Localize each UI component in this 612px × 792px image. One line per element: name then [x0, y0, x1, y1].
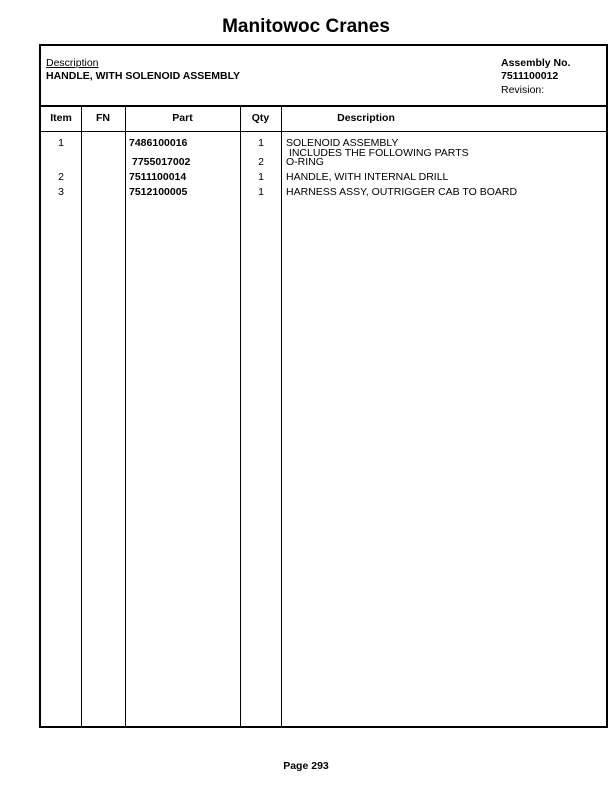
row-part-number: 7486100016 — [129, 137, 188, 149]
row-description: SOLENOID ASSEMBLY — [286, 137, 399, 149]
assembly-description: HANDLE, WITH SOLENOID ASSEMBLY — [46, 70, 241, 82]
document-title: Manitowoc Cranes — [222, 16, 390, 37]
column-divider — [125, 107, 126, 726]
column-divider — [81, 107, 82, 726]
row-part-number: 7512100005 — [129, 186, 188, 198]
column-header-fn: FN — [96, 112, 110, 124]
assembly-number: 7511100012 — [501, 70, 559, 82]
column-divider — [240, 107, 241, 726]
assembly-header — [41, 46, 606, 107]
row-description: O-RING — [286, 156, 324, 168]
column-divider — [281, 107, 282, 726]
row-part-number: 7511100014 — [129, 171, 187, 183]
description-label: Description — [46, 57, 99, 69]
row-description: HANDLE, WITH INTERNAL DRILL — [286, 171, 449, 183]
assembly-number-label: Assembly No. — [501, 57, 571, 69]
column-header-item: Item — [50, 112, 72, 124]
parts-list-frame — [39, 44, 608, 728]
row-qty: 1 — [258, 186, 264, 198]
page-number: Page 293 — [283, 760, 329, 772]
row-description: HARNESS ASSY, OUTRIGGER CAB TO BOARD — [286, 186, 518, 198]
row-part-number: 7755017002 — [132, 156, 191, 168]
row-qty: 1 — [258, 171, 264, 183]
row-item: 2 — [58, 171, 64, 183]
column-header-qty: Qty — [251, 112, 270, 124]
revision-label: Revision: — [501, 84, 545, 96]
column-header-part: Part — [172, 112, 193, 124]
row-item: 1 — [58, 137, 64, 149]
column-header-description: Description — [337, 112, 395, 124]
row-description-note: INCLUDES THE FOLLOWING PARTS — [286, 147, 469, 159]
row-qty: 2 — [258, 156, 264, 168]
row-qty: 1 — [258, 137, 264, 149]
row-item: 3 — [58, 186, 64, 198]
